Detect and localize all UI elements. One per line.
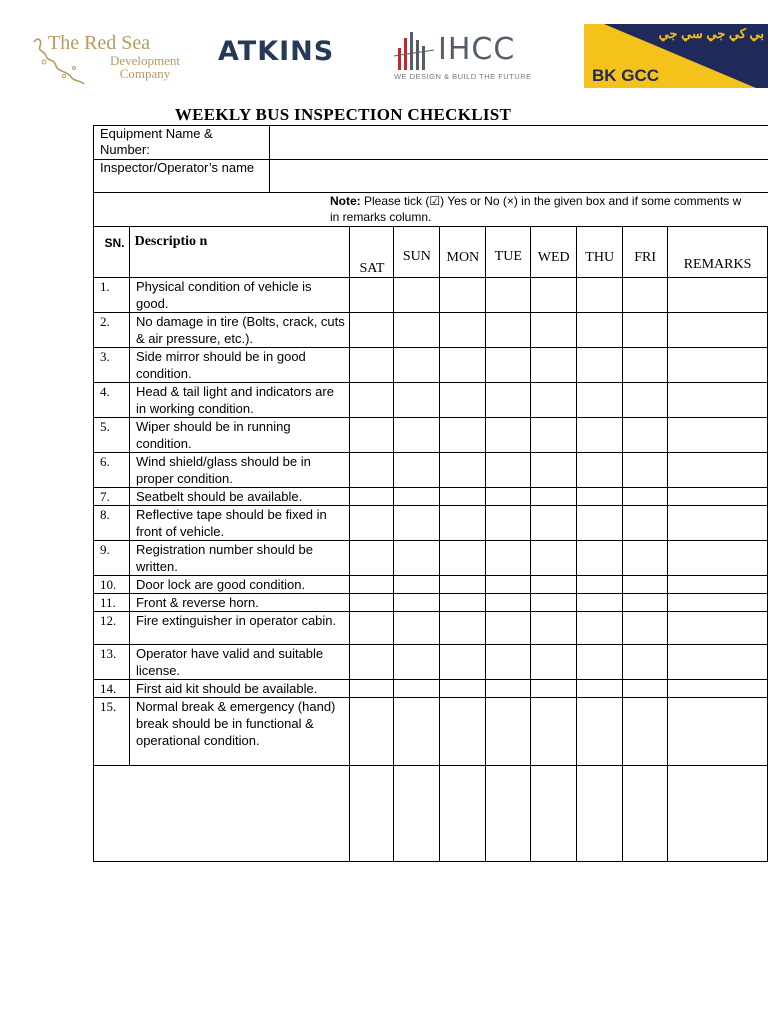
check-cell-thu[interactable] <box>577 348 623 383</box>
row-description: Normal break & emergency (hand) break should be in functional & operational condition. <box>129 698 350 766</box>
check-cell-sun[interactable] <box>394 506 440 541</box>
row-sn: 2. <box>94 313 130 348</box>
check-cell-mon[interactable] <box>440 313 486 348</box>
note-line1: Please tick (☑) Yes or No (×) in the given box and if some comments w <box>364 194 742 208</box>
check-cell-thu[interactable] <box>577 698 623 766</box>
check-cell-sat[interactable] <box>350 541 394 576</box>
check-cell-fri[interactable] <box>623 313 668 348</box>
check-cell-thu[interactable] <box>577 488 623 506</box>
divider <box>269 125 270 192</box>
ihcc-bars-icon <box>394 30 438 74</box>
row-sn: 7. <box>94 488 130 506</box>
table-row <box>94 313 768 348</box>
check-cell-mon[interactable] <box>440 680 486 698</box>
row-description: Wiper should be in running condition. <box>129 418 350 453</box>
ihcc-tagline: WE DESIGN & BUILD THE FUTURE <box>394 72 532 81</box>
ihcc-name: IHCC <box>438 32 516 67</box>
col-header-mon: MON <box>440 227 486 278</box>
row-description: Side mirror should be in good condition. <box>129 348 350 383</box>
row-sn: 8. <box>94 506 130 541</box>
note-text <box>330 193 768 225</box>
row-description: Head & tail light and indicators are in working condition. <box>129 383 350 418</box>
red-sea-logo <box>28 28 218 88</box>
table-row <box>94 594 768 612</box>
row-sn: 9. <box>94 541 130 576</box>
col-header-description <box>129 227 350 278</box>
check-cell-fri[interactable] <box>623 488 668 506</box>
check-cell-sun[interactable] <box>394 383 440 418</box>
check-cell-fri[interactable] <box>623 698 668 766</box>
check-cell-wed[interactable] <box>531 680 577 698</box>
check-cell-sat[interactable] <box>350 488 394 506</box>
remarks-cell[interactable] <box>668 506 768 541</box>
check-cell[interactable] <box>486 766 531 862</box>
check-cell-tue[interactable] <box>486 680 531 698</box>
check-cell-sun[interactable] <box>394 278 440 313</box>
check-cell-wed[interactable] <box>531 278 577 313</box>
remarks-cell[interactable] <box>668 453 768 488</box>
check-cell-tue[interactable] <box>486 453 531 488</box>
check-cell-tue[interactable] <box>486 645 531 680</box>
row-description: Door lock are good condition. <box>129 576 350 594</box>
remarks-cell[interactable] <box>668 612 768 645</box>
row-description: Front & reverse horn. <box>129 594 350 612</box>
remarks-cell[interactable] <box>668 766 768 862</box>
row-description: Fire extinguisher in operator cabin. <box>129 612 350 645</box>
check-cell-fri[interactable] <box>623 645 668 680</box>
check-cell-wed[interactable] <box>531 506 577 541</box>
check-cell-wed[interactable] <box>531 383 577 418</box>
equipment-input[interactable] <box>271 126 767 158</box>
check-cell-fri[interactable] <box>623 278 668 313</box>
check-cell-mon[interactable] <box>440 278 486 313</box>
atkins-logo: ATKINS <box>218 36 335 67</box>
table-header-row <box>94 227 768 278</box>
check-cell[interactable] <box>350 766 394 862</box>
col-header-wed: WED <box>531 227 577 278</box>
table-row <box>94 576 768 594</box>
check-cell-sat[interactable] <box>350 612 394 645</box>
check-cell-thu[interactable] <box>577 645 623 680</box>
table-row <box>94 506 768 541</box>
table-row <box>94 383 768 418</box>
check-cell[interactable] <box>577 766 623 862</box>
check-cell-sun[interactable] <box>394 313 440 348</box>
col-header-tue: TUE <box>486 227 531 278</box>
check-cell-wed[interactable] <box>531 348 577 383</box>
check-cell-thu[interactable] <box>577 383 623 418</box>
check-cell-sun[interactable] <box>394 698 440 766</box>
check-cell-sun[interactable] <box>394 612 440 645</box>
row-sn: 13. <box>94 645 130 680</box>
check-cell-sun[interactable] <box>394 645 440 680</box>
row-sn: 14. <box>94 680 130 698</box>
check-cell-wed[interactable] <box>531 594 577 612</box>
note-label: Note: <box>330 194 361 208</box>
check-cell-fri[interactable] <box>623 541 668 576</box>
check-cell-mon[interactable] <box>440 576 486 594</box>
col-header-thu: THU <box>577 227 623 278</box>
check-cell-tue[interactable] <box>486 488 531 506</box>
check-cell[interactable] <box>623 766 668 862</box>
check-cell-fri[interactable] <box>623 453 668 488</box>
check-cell-sat[interactable] <box>350 383 394 418</box>
check-cell-sun[interactable] <box>394 594 440 612</box>
check-cell-mon[interactable] <box>440 612 486 645</box>
check-cell-tue[interactable] <box>486 348 531 383</box>
row-sn: 10. <box>94 576 130 594</box>
check-cell-thu[interactable] <box>577 680 623 698</box>
equipment-label: Equipment Name & Number: <box>100 126 213 157</box>
check-cell-tue[interactable] <box>486 576 531 594</box>
check-cell-sat[interactable] <box>350 698 394 766</box>
check-cell-sat[interactable] <box>350 453 394 488</box>
check-cell-thu[interactable] <box>577 418 623 453</box>
check-cell-sat[interactable] <box>350 594 394 612</box>
col-header-fri: FRI <box>623 227 668 278</box>
check-cell-fri[interactable] <box>623 594 668 612</box>
check-cell-thu[interactable] <box>577 612 623 645</box>
row-description: Physical condition of vehicle is good. <box>129 278 350 313</box>
table-row <box>94 278 768 313</box>
check-cell-tue[interactable] <box>486 278 531 313</box>
remarks-cell[interactable] <box>668 698 768 766</box>
table-row <box>94 418 768 453</box>
row-sn: 15. <box>94 698 130 766</box>
check-cell-sun[interactable] <box>394 418 440 453</box>
check-cell-thu[interactable] <box>577 278 623 313</box>
check-cell-sun[interactable] <box>394 488 440 506</box>
check-cell-sun[interactable] <box>394 576 440 594</box>
check-cell-mon[interactable] <box>440 506 486 541</box>
check-cell[interactable] <box>531 766 577 862</box>
row-description: No damage in tire (Bolts, crack, cuts & air pressure, etc.). <box>129 313 350 348</box>
ihcc-logo <box>394 26 554 86</box>
bkgcc-arabic: بي كي جي سي جي <box>658 26 764 41</box>
col-header-sun: SUN <box>394 227 440 278</box>
remarks-cell[interactable] <box>668 348 768 383</box>
check-cell[interactable] <box>394 766 440 862</box>
remarks-cell[interactable] <box>668 418 768 453</box>
table-row <box>94 541 768 576</box>
check-cell-wed[interactable] <box>531 453 577 488</box>
col-header-sat: SAT <box>350 227 394 278</box>
check-cell-mon[interactable] <box>440 488 486 506</box>
check-cell-tue[interactable] <box>486 383 531 418</box>
check-cell-sat[interactable] <box>350 645 394 680</box>
remarks-cell[interactable] <box>668 594 768 612</box>
check-cell-sat[interactable] <box>350 680 394 698</box>
check-cell-mon[interactable] <box>440 348 486 383</box>
check-cell-mon[interactable] <box>440 383 486 418</box>
check-cell-sat[interactable] <box>350 348 394 383</box>
check-cell-wed[interactable] <box>531 645 577 680</box>
table-row <box>94 680 768 698</box>
row-sn: 6. <box>94 453 130 488</box>
check-cell-sun[interactable] <box>394 453 440 488</box>
check-cell-thu[interactable] <box>577 506 623 541</box>
check-cell-fri[interactable] <box>623 612 668 645</box>
row-sn: 4. <box>94 383 130 418</box>
remarks-cell[interactable] <box>668 541 768 576</box>
inspector-input[interactable] <box>271 160 767 191</box>
remarks-cell[interactable] <box>668 680 768 698</box>
check-cell-wed[interactable] <box>531 488 577 506</box>
check-cell-wed[interactable] <box>531 612 577 645</box>
row-description: Operator have valid and suitable license. <box>129 645 350 680</box>
check-cell-tue[interactable] <box>486 594 531 612</box>
col-header-sn: SN. <box>94 227 130 278</box>
check-cell-mon[interactable] <box>440 453 486 488</box>
row-sn: 11. <box>94 594 130 612</box>
check-cell-sat[interactable] <box>350 506 394 541</box>
bkgcc-latin: BK GCC <box>592 66 660 85</box>
check-cell-thu[interactable] <box>577 541 623 576</box>
check-cell-thu[interactable] <box>577 576 623 594</box>
table-row <box>94 488 768 506</box>
row-description: Reflective tape should be fixed in front of vehicle. <box>129 506 350 541</box>
check-cell-fri[interactable] <box>623 576 668 594</box>
red-sea-line2: Development <box>110 53 181 68</box>
check-cell-sat[interactable] <box>350 576 394 594</box>
inspector-label: Inspector/Operator’s name <box>100 160 255 175</box>
note-line2: in remarks column. <box>330 210 432 224</box>
check-cell-wed[interactable] <box>531 576 577 594</box>
red-sea-subtitle <box>110 54 180 80</box>
check-cell-sun[interactable] <box>394 541 440 576</box>
check-cell-tue[interactable] <box>486 313 531 348</box>
remarks-cell[interactable] <box>668 313 768 348</box>
remarks-cell[interactable] <box>668 488 768 506</box>
red-sea-name: The Red Sea <box>48 32 151 54</box>
table-row <box>94 698 768 766</box>
check-cell-tue[interactable] <box>486 418 531 453</box>
check-cell-thu[interactable] <box>577 594 623 612</box>
check-cell-sat[interactable] <box>350 313 394 348</box>
blank-cell <box>94 766 350 862</box>
checklist-body <box>94 278 768 862</box>
row-description: Seatbelt should be available. <box>129 488 350 506</box>
check-cell-fri[interactable] <box>623 348 668 383</box>
checklist-table <box>93 226 768 862</box>
row-sn: 12. <box>94 612 130 645</box>
table-row <box>94 612 768 645</box>
remarks-cell[interactable] <box>668 576 768 594</box>
row-sn: 5. <box>94 418 130 453</box>
check-cell-sun[interactable] <box>394 680 440 698</box>
remarks-cell[interactable] <box>668 645 768 680</box>
row-sn: 1. <box>94 278 130 313</box>
row-description: Registration number should be written. <box>129 541 350 576</box>
row-description: Wind shield/glass should be in proper condition. <box>129 453 350 488</box>
bkgcc-logo <box>584 24 768 88</box>
check-cell[interactable] <box>440 766 486 862</box>
check-cell-wed[interactable] <box>531 313 577 348</box>
check-cell-tue[interactable] <box>486 698 531 766</box>
check-cell-sun[interactable] <box>394 348 440 383</box>
check-cell-sat[interactable] <box>350 418 394 453</box>
description-header-text: Descriptio n <box>134 234 208 249</box>
remarks-cell[interactable] <box>668 383 768 418</box>
table-row <box>94 348 768 383</box>
check-cell-wed[interactable] <box>531 418 577 453</box>
check-cell-tue[interactable] <box>486 506 531 541</box>
table-row <box>94 453 768 488</box>
check-cell-tue[interactable] <box>486 612 531 645</box>
check-cell-fri[interactable] <box>623 680 668 698</box>
row-sn: 3. <box>94 348 130 383</box>
check-cell-fri[interactable] <box>623 418 668 453</box>
check-cell-wed[interactable] <box>531 541 577 576</box>
check-cell-mon[interactable] <box>440 594 486 612</box>
check-cell-fri[interactable] <box>623 383 668 418</box>
logo-bar <box>0 0 768 100</box>
check-cell-tue[interactable] <box>486 541 531 576</box>
check-cell-thu[interactable] <box>577 313 623 348</box>
row-description: First aid kit should be available. <box>129 680 350 698</box>
blank-row <box>94 766 768 862</box>
red-sea-line3: Company <box>119 66 171 81</box>
check-cell-mon[interactable] <box>440 418 486 453</box>
remarks-cell[interactable] <box>668 278 768 313</box>
check-cell-fri[interactable] <box>623 506 668 541</box>
check-cell-thu[interactable] <box>577 453 623 488</box>
check-cell-mon[interactable] <box>440 645 486 680</box>
check-cell-sat[interactable] <box>350 278 394 313</box>
page-title: WEEKLY BUS INSPECTION CHECKLIST <box>174 105 512 124</box>
check-cell-mon[interactable] <box>440 698 486 766</box>
col-header-remarks: REMARKS <box>668 227 768 278</box>
check-cell-mon[interactable] <box>440 541 486 576</box>
table-row <box>94 645 768 680</box>
check-cell-wed[interactable] <box>531 698 577 766</box>
